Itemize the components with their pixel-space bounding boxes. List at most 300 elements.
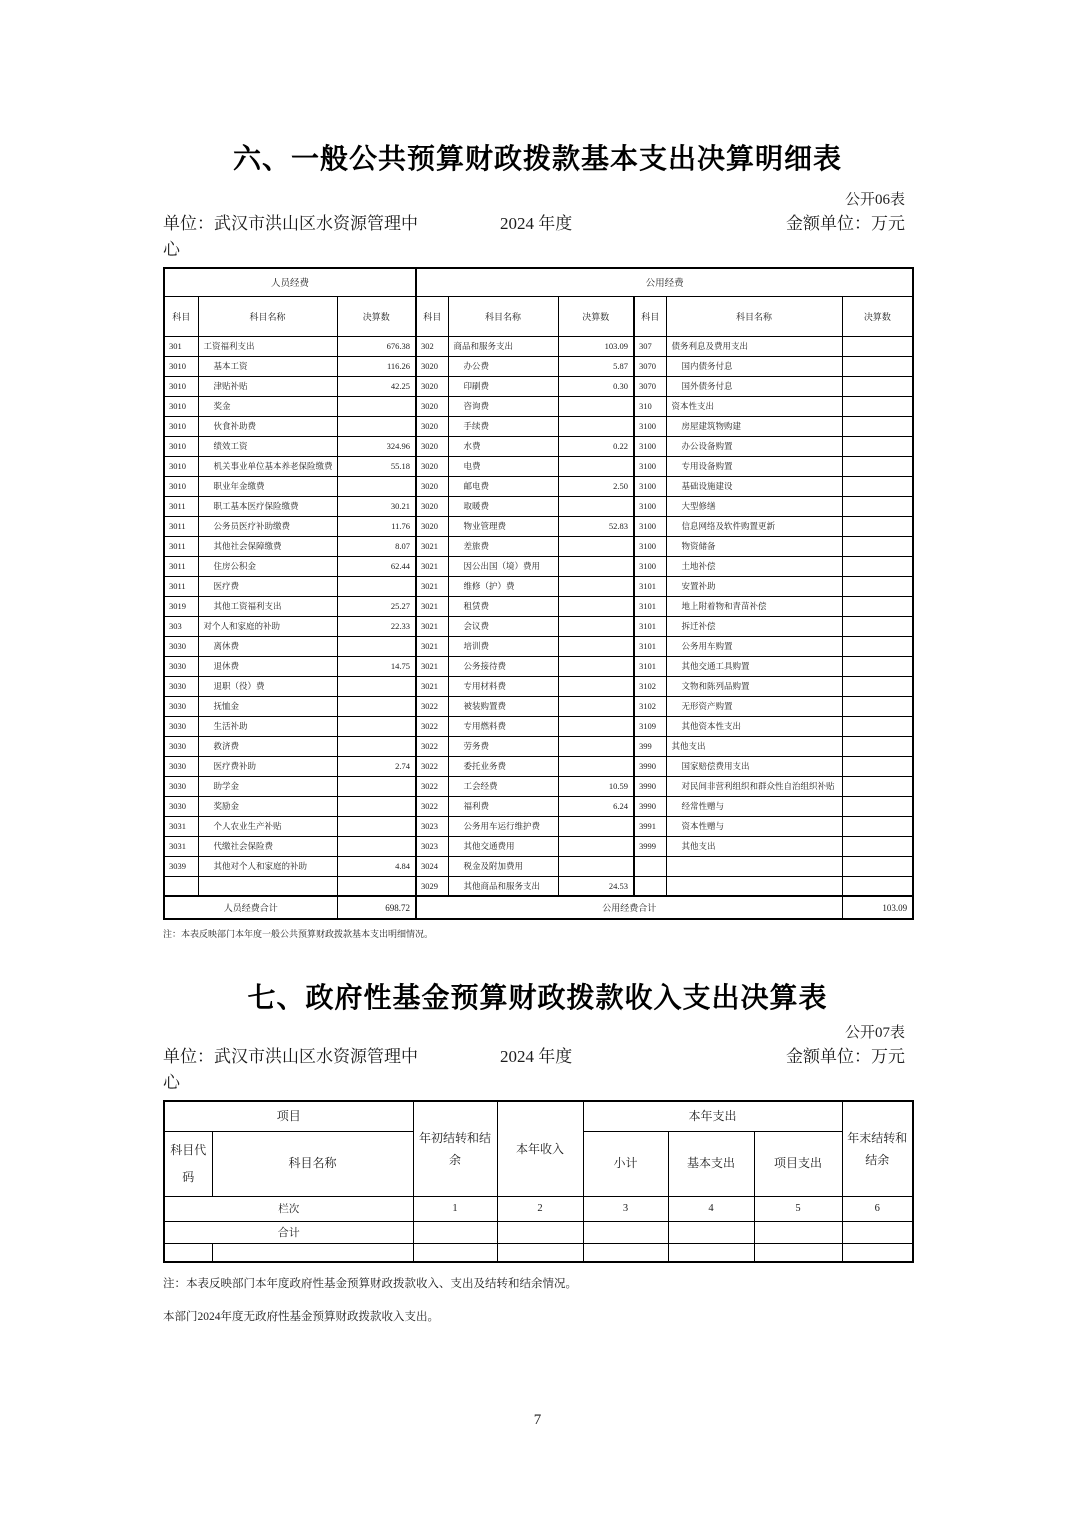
subject-name-cell: 退职（役）费 <box>198 676 337 696</box>
subject-name-cell: 其他交通工具购置 <box>666 656 842 676</box>
subject-name-cell: 房屋建筑物购建 <box>666 416 842 436</box>
amount-value-cell <box>337 796 416 816</box>
value-cell <box>583 1243 668 1262</box>
subject-code-cell: 3020 <box>416 456 448 476</box>
subject-code-cell: 3023 <box>416 836 448 856</box>
subject-name-cell: 生活补助 <box>198 716 337 736</box>
subject-code-cell: 3030 <box>164 696 198 716</box>
amount-value-cell <box>842 496 913 516</box>
amount-value-cell <box>842 616 913 636</box>
subject-name-cell: 职业年金缴费 <box>198 476 337 496</box>
amount-value-cell <box>558 636 634 656</box>
subject-code-cell: 3010 <box>164 416 198 436</box>
subject-code-cell: 301 <box>164 336 198 356</box>
subject-name-cell: 退休费 <box>198 656 337 676</box>
subject-name-cell: 会议费 <box>448 616 558 636</box>
value-cell: 3 <box>583 1196 668 1221</box>
value-cell: 4 <box>668 1196 754 1221</box>
table-column-header-row <box>164 296 913 336</box>
subject-name-cell: 基础设施建设 <box>666 476 842 496</box>
column-header-subject: 科目 <box>164 296 198 336</box>
amount-value-cell: 10.59 <box>558 776 634 796</box>
subject-code-cell: 3021 <box>416 636 448 656</box>
subject-code-cell: 3023 <box>416 816 448 836</box>
subject-name-cell: 津贴补贴 <box>198 376 337 396</box>
amount-value-cell <box>842 676 913 696</box>
subject-code-cell: 3030 <box>164 676 198 696</box>
group-public-funds: 公用经费 <box>416 268 913 296</box>
subject-name-cell: 住房公积金 <box>198 556 337 576</box>
table-row <box>164 876 913 896</box>
page-content <box>163 0 912 1326</box>
amount-value-cell <box>558 756 634 776</box>
amount-value-cell <box>558 576 634 596</box>
table7-year-label: 2024 年度 <box>500 1047 573 1066</box>
table6-title: 六、一般公共预算财政拨款基本支出决算明细表 <box>232 143 842 174</box>
subject-name-cell: 医疗费 <box>198 576 337 596</box>
table-row <box>164 356 913 376</box>
table-row <box>164 496 913 516</box>
subject-code-cell: 3020 <box>416 356 448 376</box>
subject-name-cell: 工资福利支出 <box>198 336 337 356</box>
subject-name-cell: 被装购置费 <box>448 696 558 716</box>
table-row <box>164 616 913 636</box>
subject-code-cell <box>634 856 666 876</box>
subject-code-cell: 3030 <box>164 636 198 656</box>
header-current-expenditure: 本年支出 <box>583 1101 842 1131</box>
table-row <box>164 456 913 476</box>
amount-value-cell <box>337 396 416 416</box>
subject-name-cell: 水费 <box>448 436 558 456</box>
subject-code-cell: 3990 <box>634 796 666 816</box>
table-row <box>164 656 913 676</box>
value-cell <box>842 1243 913 1262</box>
table-row <box>164 516 913 536</box>
subject-name-cell: 培训费 <box>448 636 558 656</box>
column-header-name: 科目名称 <box>448 296 558 336</box>
table-row <box>164 576 913 596</box>
header-subject-name: 科目名称 <box>212 1131 413 1196</box>
header-opening-balance: 年初结转和结余 <box>413 1101 497 1196</box>
header-subject-code: 科目代码 <box>164 1131 212 1196</box>
subject-name-cell: 物资储备 <box>666 536 842 556</box>
page-number: 7 <box>533 1412 542 1428</box>
value-cell <box>413 1221 497 1243</box>
table-row <box>164 836 913 856</box>
table-row <box>164 376 913 396</box>
subject-code-cell: 3039 <box>164 856 198 876</box>
subject-name-cell: 工会经费 <box>448 776 558 796</box>
header-project-expenditure: 项目支出 <box>754 1131 842 1196</box>
subject-name-cell: 商品和服务支出 <box>448 336 558 356</box>
amount-value-cell <box>842 456 913 476</box>
subject-code-cell: 3021 <box>416 536 448 556</box>
amount-value-cell <box>337 576 416 596</box>
table6-amount-unit-label: 金额单位：万元 <box>786 214 905 233</box>
amount-value-cell <box>558 536 634 556</box>
subject-code-cell: 3022 <box>416 736 448 756</box>
subject-code-cell: 3021 <box>416 556 448 576</box>
subject-name-cell: 专用设备购置 <box>666 456 842 476</box>
header-closing-balance: 年末结转和结余 <box>842 1101 913 1196</box>
subject-name-cell: 公务用车购置 <box>666 636 842 656</box>
subject-code-cell <box>164 1243 212 1262</box>
amount-value-cell: 0.22 <box>558 436 634 456</box>
table-row <box>164 396 913 416</box>
amount-value-cell: 22.33 <box>337 616 416 636</box>
subject-code-cell: 399 <box>634 736 666 756</box>
table6-unit-label: 单位：武汉市洪山区水资源管理中心 <box>163 214 418 259</box>
amount-value-cell <box>842 696 913 716</box>
subject-code-cell: 3990 <box>634 756 666 776</box>
subject-name-cell: 其他工资福利支出 <box>198 596 337 616</box>
amount-value-cell <box>558 496 634 516</box>
subject-code-cell: 3100 <box>634 496 666 516</box>
subject-code-cell: 3101 <box>634 616 666 636</box>
table7-note: 注：本表反映部门本年度政府性基金预算财政拨款收入、支出及结转和结余情况。 <box>163 1278 577 1290</box>
subject-code-cell: 3991 <box>634 816 666 836</box>
amount-value-cell <box>337 776 416 796</box>
amount-value-cell: 52.83 <box>558 516 634 536</box>
subject-name-cell: 劳务费 <box>448 736 558 756</box>
subject-name-cell: 其他支出 <box>666 836 842 856</box>
subject-code-cell: 3101 <box>634 636 666 656</box>
amount-value-cell <box>558 416 634 436</box>
amount-value-cell <box>842 576 913 596</box>
table-row <box>164 676 913 696</box>
subject-name-cell: 地上附着物和青苗补偿 <box>666 596 842 616</box>
subject-name-cell: 基本工资 <box>198 356 337 376</box>
subject-code-cell: 3020 <box>416 396 448 416</box>
subject-code-cell: 3020 <box>416 376 448 396</box>
subject-name-cell: 委托业务费 <box>448 756 558 776</box>
subject-name-cell: 职工基本医疗保险缴费 <box>198 496 337 516</box>
subject-code-cell: 3029 <box>416 876 448 896</box>
subject-name-cell: 安置补助 <box>666 576 842 596</box>
header-item: 项目 <box>164 1101 413 1131</box>
subject-name-cell <box>198 876 337 896</box>
subject-code-cell: 3011 <box>164 536 198 556</box>
amount-value-cell: 8.07 <box>337 536 416 556</box>
subject-code-cell: 3010 <box>164 356 198 376</box>
subject-name-cell: 办公设备购置 <box>666 436 842 456</box>
amount-value-cell <box>558 616 634 636</box>
amount-value-cell <box>337 636 416 656</box>
subject-name-cell <box>666 856 842 876</box>
table-row <box>164 696 913 716</box>
personnel-total-value: 698.72 <box>337 896 416 919</box>
amount-value-cell: 6.24 <box>558 796 634 816</box>
personnel-total-label: 人员经费合计 <box>164 896 337 919</box>
table-row <box>164 856 913 876</box>
subject-code-cell: 3021 <box>416 676 448 696</box>
column-header-amount: 决算数 <box>842 296 913 336</box>
amount-value-cell <box>842 476 913 496</box>
subject-code-cell: 3101 <box>634 596 666 616</box>
amount-value-cell <box>558 556 634 576</box>
column-header-amount: 决算数 <box>558 296 634 336</box>
subject-name-cell <box>666 876 842 896</box>
subject-code-cell: 3022 <box>416 716 448 736</box>
amount-value-cell: 25.27 <box>337 596 416 616</box>
subject-code-cell: 3990 <box>634 776 666 796</box>
amount-value-cell <box>337 836 416 856</box>
table-header-row-1 <box>164 1101 913 1131</box>
amount-value-cell <box>558 396 634 416</box>
subject-name-cell: 医疗费补助 <box>198 756 337 776</box>
amount-value-cell <box>842 876 913 896</box>
subject-name-cell: 信息网络及软件购置更新 <box>666 516 842 536</box>
subject-code-cell: 3030 <box>164 776 198 796</box>
amount-value-cell: 676.38 <box>337 336 416 356</box>
public-total-label: 公用经费合计 <box>416 896 842 919</box>
amount-value-cell <box>337 416 416 436</box>
subject-name-cell: 公务员医疗补助缴费 <box>198 516 337 536</box>
subject-name-cell: 大型修缮 <box>666 496 842 516</box>
subject-code-cell: 3102 <box>634 696 666 716</box>
subject-name-cell: 税金及附加费用 <box>448 856 558 876</box>
amount-value-cell <box>842 536 913 556</box>
table7-title: 七、政府性基金预算财政拨款收入支出决算表 <box>247 982 828 1013</box>
subject-name-cell: 公务用车运行维护费 <box>448 816 558 836</box>
subject-code-cell: 3109 <box>634 716 666 736</box>
row-label-cell: 栏次 <box>164 1196 413 1221</box>
table6-meta-line <box>163 211 912 263</box>
subject-code-cell: 3021 <box>416 616 448 636</box>
value-cell <box>413 1243 497 1262</box>
subject-code-cell: 3021 <box>416 596 448 616</box>
subject-code-cell: 3011 <box>164 576 198 596</box>
amount-value-cell: 42.25 <box>337 376 416 396</box>
subject-name-cell: 资本性支出 <box>666 396 842 416</box>
amount-value-cell <box>337 876 416 896</box>
subject-code-cell: 3031 <box>164 836 198 856</box>
subject-code-cell: 3020 <box>416 496 448 516</box>
amount-value-cell <box>558 656 634 676</box>
subject-name-cell: 文物和陈列品购置 <box>666 676 842 696</box>
amount-value-cell <box>842 736 913 756</box>
amount-value-cell <box>842 396 913 416</box>
amount-value-cell <box>842 376 913 396</box>
column-header-name: 科目名称 <box>666 296 842 336</box>
subject-name-cell: 奖励金 <box>198 796 337 816</box>
subject-name-cell: 公务接待费 <box>448 656 558 676</box>
subject-code-cell: 3010 <box>164 456 198 476</box>
subject-name-cell: 其他支出 <box>666 736 842 756</box>
subject-name-cell: 其他社会保障缴费 <box>198 536 337 556</box>
amount-value-cell <box>842 356 913 376</box>
subject-code-cell: 3011 <box>164 556 198 576</box>
table-row <box>164 796 913 816</box>
basic-expenditure-detail-table <box>163 267 914 920</box>
table7-statement: 本部门2024年度无政府性基金预算财政拨款收入支出。 <box>163 1311 439 1323</box>
subject-name-cell: 债务利息及费用支出 <box>666 336 842 356</box>
subject-code-cell: 3100 <box>634 456 666 476</box>
subject-name-cell: 租赁费 <box>448 596 558 616</box>
amount-value-cell <box>558 456 634 476</box>
subject-code-cell: 3024 <box>416 856 448 876</box>
subject-code-cell: 307 <box>634 336 666 356</box>
value-cell <box>497 1221 583 1243</box>
subject-code-cell: 303 <box>164 616 198 636</box>
subject-code-cell: 3010 <box>164 476 198 496</box>
amount-value-cell: 2.50 <box>558 476 634 496</box>
subject-name-cell: 离休费 <box>198 636 337 656</box>
subject-code-cell: 3019 <box>164 596 198 616</box>
amount-value-cell <box>842 776 913 796</box>
subject-code-cell <box>164 876 198 896</box>
subject-code-cell: 3070 <box>634 356 666 376</box>
subject-name-cell: 差旅费 <box>448 536 558 556</box>
table-row <box>164 336 913 356</box>
amount-value-cell <box>558 696 634 716</box>
subject-name-cell: 手续费 <box>448 416 558 436</box>
subject-name-cell: 邮电费 <box>448 476 558 496</box>
amount-value-cell: 62.44 <box>337 556 416 576</box>
subject-code-cell: 302 <box>416 336 448 356</box>
table6-note: 注：本表反映部门本年度一般公共预算财政拨款基本支出明细情况。 <box>163 929 434 939</box>
subject-name-cell: 国家赔偿费用支出 <box>666 756 842 776</box>
amount-value-cell: 2.74 <box>337 756 416 776</box>
table-row <box>164 436 913 456</box>
subject-name-cell: 个人农业生产补贴 <box>198 816 337 836</box>
subject-code-cell: 3020 <box>416 436 448 456</box>
value-cell <box>583 1221 668 1243</box>
subject-code-cell: 3021 <box>416 576 448 596</box>
subject-code-cell: 3010 <box>164 396 198 416</box>
amount-value-cell: 55.18 <box>337 456 416 476</box>
subject-name-cell: 取暖费 <box>448 496 558 516</box>
subject-name-cell: 专用燃料费 <box>448 716 558 736</box>
subject-code-cell: 3030 <box>164 796 198 816</box>
value-cell <box>754 1243 842 1262</box>
amount-value-cell <box>842 796 913 816</box>
amount-value-cell <box>842 856 913 876</box>
header-basic-expenditure: 基本支出 <box>668 1131 754 1196</box>
table-row <box>164 1243 913 1262</box>
table-body <box>164 336 913 896</box>
subject-name-cell: 无形资产购置 <box>666 696 842 716</box>
header-current-income: 本年收入 <box>497 1101 583 1196</box>
subject-code-cell: 3100 <box>634 476 666 496</box>
subject-code-cell: 3030 <box>164 736 198 756</box>
value-cell: 6 <box>842 1196 913 1221</box>
value-cell <box>497 1243 583 1262</box>
subject-name-cell: 办公费 <box>448 356 558 376</box>
subject-code-cell: 3100 <box>634 516 666 536</box>
subject-code-cell: 3030 <box>164 656 198 676</box>
amount-value-cell: 0.30 <box>558 376 634 396</box>
amount-value-cell <box>842 656 913 676</box>
subject-name-cell: 其他交通费用 <box>448 836 558 856</box>
subject-name-cell: 其他对个人和家庭的补助 <box>198 856 337 876</box>
subject-code-cell: 3101 <box>634 656 666 676</box>
amount-value-cell <box>842 596 913 616</box>
public-total-value: 103.09 <box>842 896 913 919</box>
subject-code-cell: 3022 <box>416 696 448 716</box>
table-footer-row <box>164 896 913 919</box>
subject-code-cell: 3031 <box>164 816 198 836</box>
amount-value-cell: 4.84 <box>337 856 416 876</box>
amount-value-cell: 5.87 <box>558 356 634 376</box>
group-personnel-funds: 人员经费 <box>164 268 416 296</box>
value-cell: 5 <box>754 1196 842 1221</box>
table-row <box>164 1221 913 1243</box>
subject-code-cell: 3999 <box>634 836 666 856</box>
subject-name-cell: 国外债务付息 <box>666 376 842 396</box>
subject-code-cell: 3020 <box>416 416 448 436</box>
subject-name-cell: 其他商品和服务支出 <box>448 876 558 896</box>
table7-unit-label: 单位：武汉市洪山区水资源管理中心 <box>163 1047 418 1092</box>
amount-value-cell <box>842 416 913 436</box>
table-row <box>164 476 913 496</box>
subject-name-cell <box>212 1243 413 1262</box>
subject-name-cell: 对个人和家庭的补助 <box>198 616 337 636</box>
amount-value-cell <box>337 736 416 756</box>
subject-name-cell: 奖金 <box>198 396 337 416</box>
value-cell <box>668 1243 754 1262</box>
subject-code-cell: 3030 <box>164 756 198 776</box>
column-header-subject: 科目 <box>634 296 666 336</box>
subject-code-cell: 3100 <box>634 556 666 576</box>
amount-value-cell <box>558 596 634 616</box>
row-label-cell: 合计 <box>164 1221 413 1243</box>
gov-fund-budget-table <box>163 1100 914 1263</box>
table-row <box>164 816 913 836</box>
amount-value-cell: 116.26 <box>337 356 416 376</box>
amount-value-cell <box>558 676 634 696</box>
subject-name-cell: 资本性赠与 <box>666 816 842 836</box>
subject-name-cell: 抚恤金 <box>198 696 337 716</box>
amount-value-cell <box>337 676 416 696</box>
subject-name-cell: 经常性赠与 <box>666 796 842 816</box>
amount-value-cell <box>558 716 634 736</box>
value-cell: 1 <box>413 1196 497 1221</box>
amount-value-cell: 30.21 <box>337 496 416 516</box>
subject-code-cell: 3100 <box>634 536 666 556</box>
subject-code-cell: 3070 <box>634 376 666 396</box>
table7-amount-unit-label: 金额单位：万元 <box>786 1047 905 1066</box>
subject-code-cell: 310 <box>634 396 666 416</box>
subject-code-cell <box>634 876 666 896</box>
subject-name-cell: 代缴社会保险费 <box>198 836 337 856</box>
table-body <box>164 1196 913 1262</box>
amount-value-cell <box>337 716 416 736</box>
amount-value-cell: 14.75 <box>337 656 416 676</box>
subject-name-cell: 电费 <box>448 456 558 476</box>
amount-value-cell <box>842 756 913 776</box>
amount-value-cell <box>842 816 913 836</box>
amount-value-cell <box>842 836 913 856</box>
amount-value-cell <box>842 516 913 536</box>
table-row <box>164 636 913 656</box>
table-row <box>164 416 913 436</box>
table-row <box>164 596 913 616</box>
value-cell: 2 <box>497 1196 583 1221</box>
subject-code-cell: 3011 <box>164 496 198 516</box>
subject-code-cell: 3010 <box>164 436 198 456</box>
table-row <box>164 716 913 736</box>
table7-meta-line <box>163 1044 912 1096</box>
amount-value-cell <box>842 636 913 656</box>
table-row <box>164 536 913 556</box>
amount-value-cell <box>558 836 634 856</box>
subject-name-cell: 福利费 <box>448 796 558 816</box>
subject-name-cell: 拆迁补偿 <box>666 616 842 636</box>
amount-value-cell <box>842 556 913 576</box>
subject-code-cell: 3030 <box>164 716 198 736</box>
subject-name-cell: 物业管理费 <box>448 516 558 536</box>
